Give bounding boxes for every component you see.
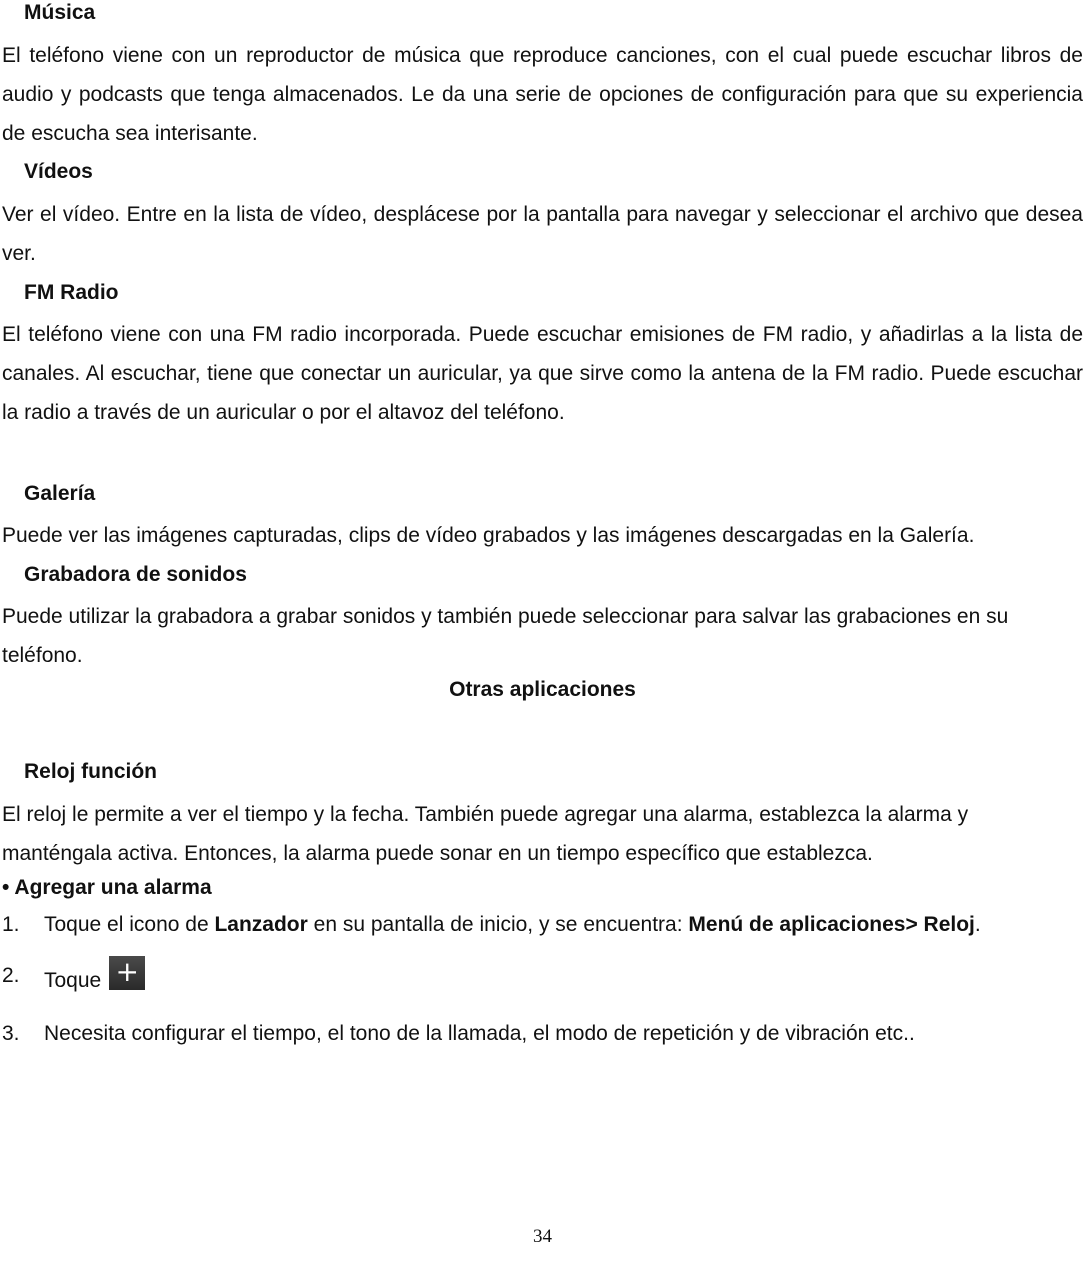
page-number: 34	[533, 1226, 552, 1247]
menu-path-label: Menú de aplicaciones> Reloj	[688, 913, 975, 936]
step-text-part: Toque	[44, 969, 102, 992]
paragraph-reloj: El reloj le permite a ver el tiempo y la fecha. También puede agregar una alarma, establezca la alarma y manténgala activa. Entonces, la alarma puede sonar en un tiempo específico que establezca.	[2, 803, 969, 865]
section-title-otras-aplicaciones: Otras aplicaciones	[449, 678, 636, 701]
bullet-agregar-alarma: • Agregar una alarma	[2, 876, 212, 899]
launcher-label: Lanzador	[214, 913, 308, 936]
heading-grabadora: Grabadora de sonidos	[24, 563, 247, 586]
step-number: 3.	[2, 1022, 20, 1045]
heading-reloj: Reloj función	[24, 760, 157, 783]
paragraph-musica: El teléfono viene con un reproductor de música que reproduce canciones, con el cual puede escuchar libros de audio y podcasts que tenga almacenados. Le da una serie de opciones de configuración para que su experiencia de escucha sea interisante.	[2, 44, 1083, 145]
step-text-part: .	[974, 913, 981, 936]
alarm-steps	[2, 905, 1083, 1053]
step-number: 2.	[2, 964, 20, 987]
paragraph-fm-radio: El teléfono viene con una FM radio incorporada. Puede escuchar emisiones de FM radio, y añadirlas a la lista de canales. Al escuchar, tiene que conectar un auricular, ya que sirve como la antena de la FM radio. Puede escuchar la radio a través de un auricular o por el altavoz del teléfono.	[2, 323, 1083, 424]
step-text-part: en su pantalla de inicio, y se encuentra:	[307, 913, 689, 936]
step-text	[44, 905, 1083, 944]
step-number: 1.	[2, 913, 20, 936]
heading-videos: Vídeos	[24, 160, 93, 183]
plus-icon: +	[109, 956, 145, 990]
paragraph-galeria: Puede ver las imágenes capturadas, clips de vídeo grabados y las imágenes descargadas en la Galería.	[2, 524, 975, 547]
paragraph-videos: Ver el vídeo. Entre en la lista de vídeo, desplácese por la pantalla para navegar y seleccionar el archivo que desea ver.	[2, 203, 1083, 265]
step-text-part: Toque el icono de	[44, 913, 215, 936]
paragraph-grabadora: Puede utilizar la grabadora a grabar sonidos y también puede seleccionar para salvar las grabaciones en su teléfono.	[2, 605, 1009, 667]
step-3	[2, 1014, 1083, 1053]
step-text: Necesita configurar el tiempo, el tono de la llamada, el modo de repetición y de vibración etc..	[44, 1022, 915, 1045]
step-2	[2, 956, 1083, 1000]
step-1	[2, 905, 1083, 944]
step-text	[44, 956, 1083, 1000]
heading-galeria: Galería	[24, 482, 96, 505]
heading-fm-radio: FM Radio	[24, 281, 119, 304]
heading-musica: Música	[24, 1, 96, 24]
